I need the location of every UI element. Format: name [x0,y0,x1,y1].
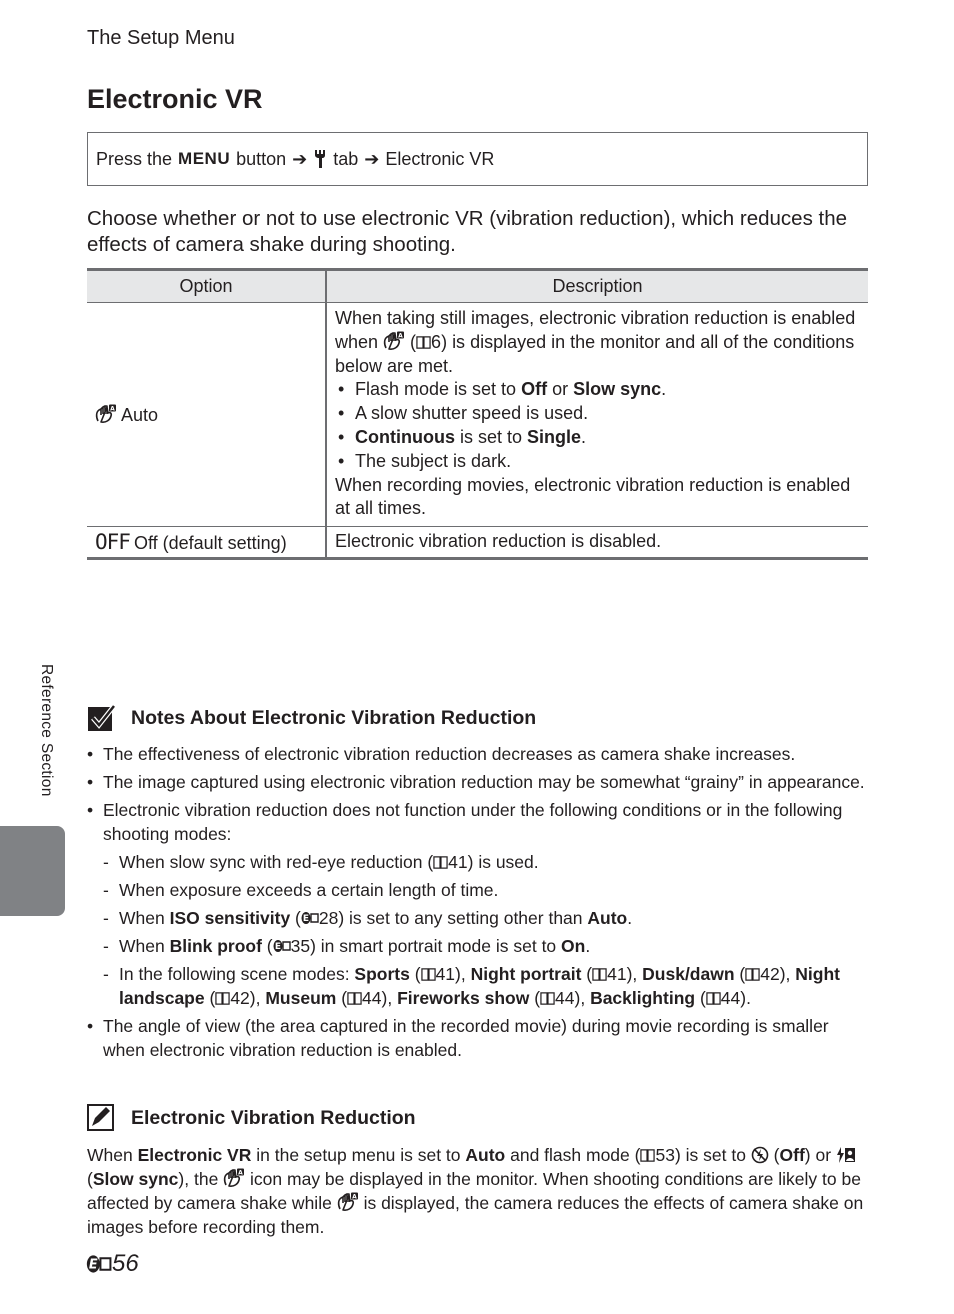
vr-auto-icon [95,404,117,424]
evr-title: Electronic Vibration Reduction [131,1106,416,1129]
reference-section-icon [273,939,291,953]
pencil-note-icon [87,1104,117,1132]
book-reference-icon [592,967,607,982]
sub-item: - When exposure exceeds a certain length of time. [87,878,867,902]
conditions-list [335,378,860,473]
page-ref: 41 [607,964,627,984]
scene-mode-name: Night portrait [470,964,582,984]
page-ref: 6 [431,331,442,352]
arrow-right-icon: ➔ [364,148,380,169]
menu-item-label: Electronic VR [385,148,495,169]
page-ref: 42 [760,964,780,984]
press-label: Press the [96,148,173,169]
table-row [87,303,868,527]
reference-section-icon [86,1254,112,1274]
menu-button-icon: MENU [178,149,231,168]
page-ref: 44 [720,988,741,1008]
description-cell: When taking still images, electronic vibration reduction is enabled when ( 6) is displayed in the monitor and all of the conditions below are met. • Flash mode is set to Off or Slow sync. • A slow shutter speed is used. • Continuous is set to Single. • The subject is dark. When recording movies, electronic vibration reduction is enabled at all times. [326,303,868,527]
book-reference-icon [540,991,555,1006]
intro-paragraph: Choose whether or not to use electronic VR (vibration reduction), which reduces the effects of camera shake during shooting. [87,207,848,256]
book-reference-icon [706,991,721,1006]
scene-mode-name: Dusk/dawn [642,964,735,984]
description-header: Description [326,270,868,303]
side-label: Reference Section [38,664,55,797]
list-item: • The effectiveness of electronic vibration reduction decreases as camera shake increases. [87,742,867,766]
page-ref: 41 [435,964,456,984]
sub-item: - In the following scene modes: Sports ( 41), Night portrait ( 41), Dusk/dawn ( 42), Night landscape ( 42), Museum ( 44), Fireworks show ( 44), Backlighting ( 44). [87,962,867,1010]
page-ref: 44 [362,988,382,1008]
vr-auto-icon [223,1168,245,1188]
evr-heading [87,1104,416,1132]
desc-text: When taking still images, electronic vibration reduction is enabled when [335,308,856,352]
menu-path-box [87,132,868,186]
scene-mode-name: Backlighting [590,988,696,1008]
side-tab [0,826,65,916]
sub-item: - When ISO sensitivity ( 28) is set to any setting other than Auto. [87,906,867,930]
table-row [87,527,868,559]
wrench-icon [313,149,327,169]
flash-off-icon [751,1146,769,1164]
sub-item: - When slow sync with red-eye reduction ( 41) is used. [87,850,867,874]
book-reference-icon [640,1148,655,1163]
list-item: • Electronic vibration reduction does not function under the following conditions or in the following shooting modes: [87,798,867,846]
page-title: Electronic VR [87,84,263,114]
page-number [86,1250,139,1278]
option-cell [87,527,326,559]
book-reference-icon [215,991,230,1006]
scene-mode-name: Museum [265,988,337,1008]
page-ref: 44 [555,988,575,1008]
desc-outro: When recording movies, electronic vibration reduction is enabled at all times. [335,474,851,519]
option-cell [87,303,326,527]
vr-auto-icon [383,331,405,351]
list-item: • The angle of view (the area captured in the recorded movie) during movie recording is smaller when electronic vibration reduction is enabled. [87,1014,867,1062]
sub-item: - When Blink proof ( 35) in smart portrait mode is set to On. [87,934,867,958]
description-cell: Electronic vibration reduction is disabled. [326,527,868,559]
option-header: Option [87,270,326,303]
off-icon: OFF [95,530,130,555]
checkmark-icon [87,704,117,732]
vr-auto-icon [337,1192,359,1212]
options-table [87,268,868,560]
notes-title: Notes About Electronic Vibration Reduction [131,706,537,729]
tab-label: tab [333,148,359,169]
list-item: • Continuous is set to Single. [335,426,860,450]
book-reference-icon [416,335,431,350]
evr-paragraph: When Electronic VR in the setup menu is set to Auto and flash mode ( 53) is set to (Off) or (Slow sync), the icon may be displayed in the monitor. When shooting conditions are likely to be affected by camera shake while is displayed, the camera reduces the effects of camera shake on images before recording them. [87,1145,864,1237]
arrow-right-icon: ➔ [292,148,308,169]
scene-mode-name: Night landscape [119,964,840,1008]
scene-mode-name: Sports [354,964,410,984]
section-title: The Setup Menu [87,27,235,49]
reference-section-icon [301,911,319,925]
book-reference-icon [433,855,448,870]
book-reference-icon [347,991,362,1006]
notes-body [87,742,867,1066]
desc-text: is displayed in the monitor and all of the conditions below are met. [335,331,855,376]
button-label: button [236,148,287,169]
list-item: • Flash mode is set to Off or Slow sync. [335,378,860,402]
option-label: Off (default setting) [133,533,287,554]
scene-mode-name: Fireworks show [397,988,530,1008]
notes-heading [87,704,536,732]
page-number-text: 56 [112,1250,139,1277]
list-item: • The image captured using electronic vibration reduction may be somewhat “grainy” in appearance. [87,770,867,794]
book-reference-icon [421,967,436,982]
list-item: • The subject is dark. [335,450,860,474]
slow-sync-icon [836,1146,856,1164]
option-label: Auto [121,404,159,425]
book-reference-icon [745,967,760,982]
list-item: • A slow shutter speed is used. [335,402,860,426]
page-ref: 42 [230,988,250,1008]
